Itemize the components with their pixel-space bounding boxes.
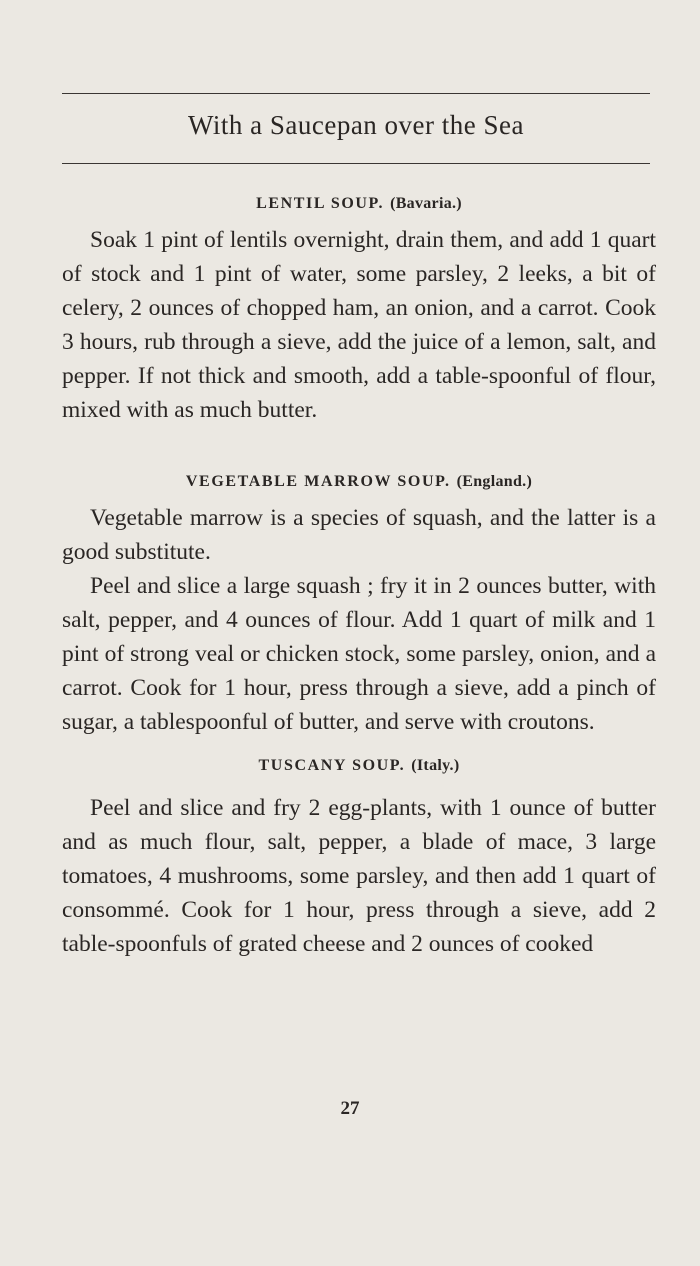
recipe-region: (England.) <box>456 473 533 490</box>
recipe-paragraph: Peel and slice and fry 2 egg-plants, with 1 ounce of butter and as much flour, salt, pepper, a blade of mace, 3 large tomatoes, 4 mushrooms, some parsley, and then add 1 quart of consommé. Cook for 1 hour, press through a sieve, add 2 table-spoonfuls of grated cheese and 2 ounces of cooked <box>62 795 656 957</box>
recipe-region: (Bavaria.) <box>390 195 462 212</box>
page-number: 27 <box>340 1098 360 1119</box>
recipe-paragraph: Soak 1 pint of lentils overnight, drain them, and add 1 quart of stock and 1 pint of water, some parsley, 2 leeks, a bit of celery, 2 ounces of chopped ham, an onion, and a carrot. Cook 3 hours, rub through a sieve, add the juice of a lemon, salt, and pepper. If not thick and smooth, add a table-spoonful of flour, mixed with as much butter. <box>62 227 656 423</box>
recipe-region: (Italy.) <box>411 757 460 774</box>
recipe-tuscany-soup <box>62 757 656 961</box>
recipe-name: TUSCANY SOUP. <box>258 757 406 774</box>
header-rule-top <box>62 93 650 94</box>
recipe-lentil-soup <box>62 195 656 427</box>
recipe-vegetable-marrow-soup <box>62 473 656 739</box>
header-rule-bottom <box>62 163 650 164</box>
page-content <box>62 195 656 961</box>
recipe-paragraph: Peel and slice a large squash ; fry it in 2 ounces butter, with salt, pepper, and 4 ounces of flour. Add 1 quart of milk and 1 pint of strong veal or chicken stock, some parsley, onion, and a carrot. Cook for 1 hour, press through a sieve, add a pinch of sugar, a tablespoonful of butter, and serve with croutons. <box>62 573 656 735</box>
recipe-paragraph: Vegetable marrow is a species of squash, and the latter is a good substitute. <box>62 505 656 565</box>
recipe-title <box>62 757 656 775</box>
recipe-title <box>62 473 656 491</box>
recipe-name: VEGETABLE MARROW SOUP. <box>185 473 451 490</box>
recipe-name: LENTIL SOUP. <box>256 195 385 212</box>
recipe-title <box>62 195 656 213</box>
running-head: With a Saucepan over the Sea <box>187 110 525 140</box>
